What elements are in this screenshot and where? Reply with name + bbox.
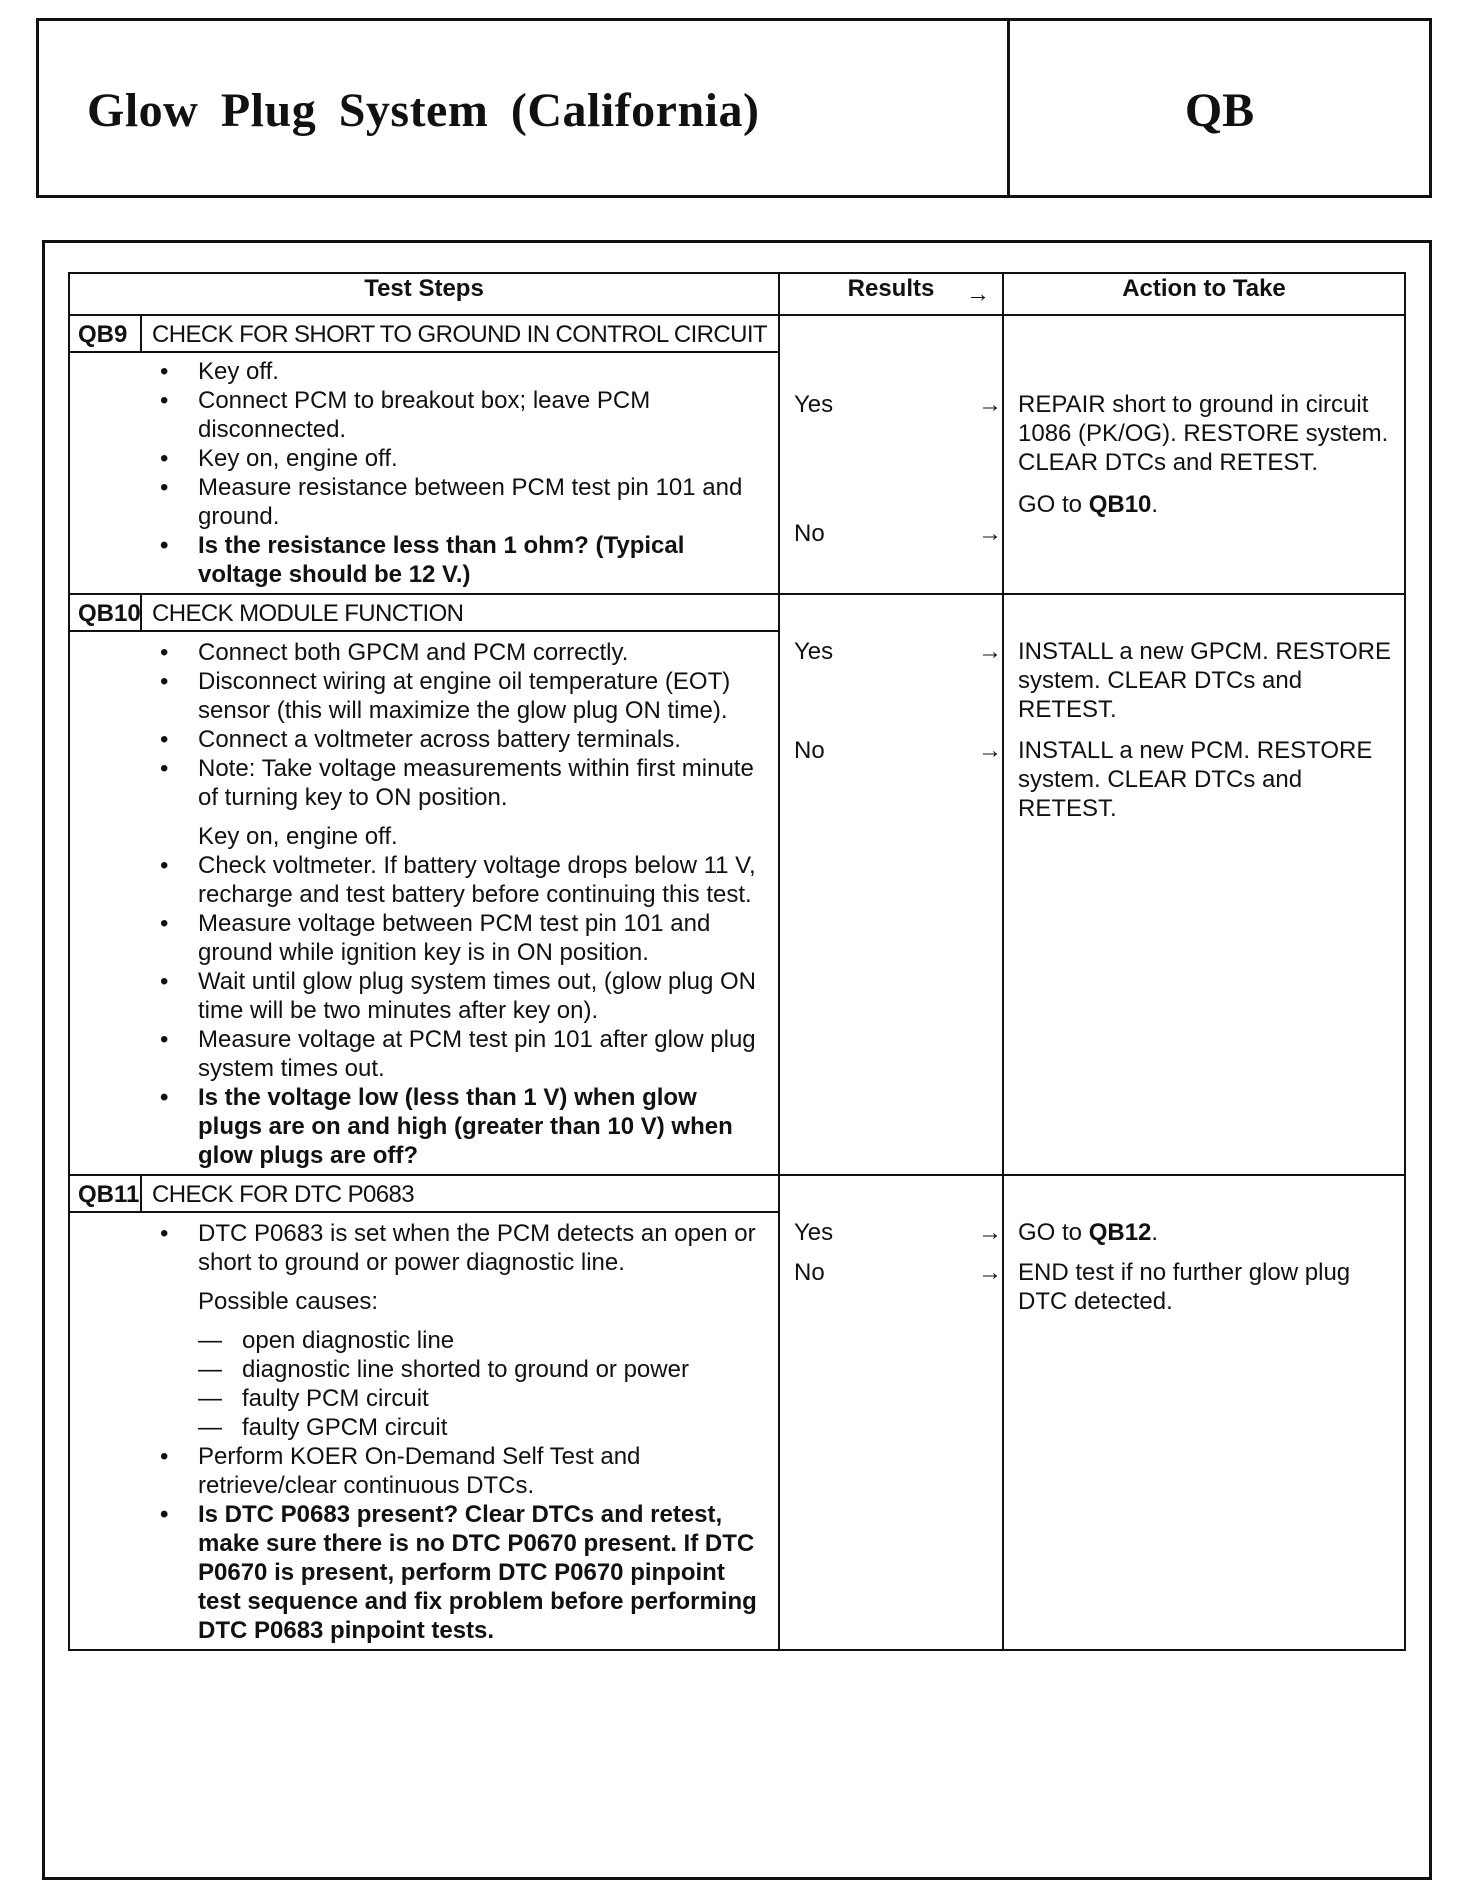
step-header-qb10 [70,595,778,632]
result-no-label: No [794,1259,825,1286]
list-item: • Connect PCM to breakout box; leave PCM disconnected. [160,386,762,444]
result-yes [780,390,1002,419]
result-yes-label: Yes [794,638,834,665]
action-text: GO to [1018,491,1089,518]
result-no-label: No [794,520,825,547]
step-cell-qb9 [69,315,779,594]
result-yes [780,637,1002,666]
action-cell-qb11 [1003,1175,1405,1650]
step-id: QB11 [70,1176,142,1211]
step-header-qb11 [70,1176,778,1213]
list-item: • Check voltmeter. If battery voltage drops below 11 V, recharge and test battery before continuing this test. [160,851,762,909]
step-title: CHECK MODULE FUNCTION [152,600,464,627]
step-reference: QB12 [1088,1219,1152,1246]
results-cell-qb11 [779,1175,1003,1650]
action-yes: REPAIR short to ground in circuit 1086 (PK/OG). RESTORE system. CLEAR DTCs and RETEST. [1018,391,1389,476]
step-bullets [160,638,762,812]
list-item: • Key off. [160,357,762,386]
causes-label: Possible causes: [198,1288,379,1315]
list-item: • Wait until glow plug system times out, (glow plug ON time will be two minutes after key on). [160,967,762,1025]
section-code: QB [1184,84,1255,137]
step-reference: QB10 [1088,491,1152,518]
step-question: • Is the voltage low (less than 1 V) when glow plugs are on and high (greater than 10 V) when glow plugs are off? [160,1083,762,1170]
step-title: CHECK FOR DTC P0683 [152,1181,414,1208]
list-item: — diagnostic line shorted to ground or power [198,1355,762,1384]
step-body-qb9 [70,353,778,593]
step-body-qb11 [70,1213,778,1649]
list-item: • Perform KOER On-Demand Self Test and retrieve/clear continuous DTCs. [160,1442,762,1500]
list-item: • Disconnect wiring at engine oil temperature (EOT) sensor (this will maximize the glow plug ON time). [160,667,762,725]
list-item: • Connect a voltmeter across battery terminals. [160,725,762,754]
action-cell-qb10 [1003,594,1405,1175]
action-no [1004,490,1404,519]
result-yes-label: Yes [794,1219,834,1246]
list-item: — open diagnostic line [198,1326,762,1355]
action-text: . [1151,491,1159,518]
result-no [780,736,1002,765]
step-id: QB10 [70,595,142,630]
right-arrow-icon: → [978,520,1002,547]
column-header-results-label: Results [847,275,935,302]
list-item: • Note: Take voltage measurements within first minute of turning key to ON position. [160,754,762,812]
table-row-qb10 [69,594,1405,1175]
result-yes-label: Yes [794,391,834,418]
step-header-qb9 [70,316,778,353]
step-bullets [160,1219,762,1277]
step-question: • Is DTC P0683 present? Clear DTCs and retest, make sure there is no DTC P0670 present. If DTC P0670 is present, perform DTC P0670 pinpoint test sequence and fix problem before performing DTC P0683 pinpoint tests. [160,1500,762,1645]
list-item: • Measure voltage between PCM test pin 101 and ground while ignition key is in ON position. [160,909,762,967]
table-row-qb11 [69,1175,1405,1650]
list-item: • Key on, engine off. [160,444,762,473]
step-bullets [160,851,762,1170]
action-yes: INSTALL a new GPCM. RESTORE system. CLEAR DTCs and RETEST. [1018,638,1391,723]
action-yes [1004,1218,1404,1247]
causes-list [198,1326,762,1442]
step-id: QB9 [70,316,142,351]
step-cell-qb11 [69,1175,779,1650]
step-cell-qb10 [69,594,779,1175]
right-arrow-icon: → [966,280,990,308]
right-arrow-icon: → [978,1219,1002,1246]
action-text: . [1151,1219,1159,1246]
action-text: GO to [1018,1219,1089,1246]
list-item: • Measure voltage at PCM test pin 101 after glow plug system times out. [160,1025,762,1083]
step-body-qb10 [70,632,778,1174]
right-arrow-icon: → [978,638,1002,665]
step-bullets [160,1442,762,1645]
table-header-row [69,273,1405,315]
step-question: • Is the resistance less than 1 ohm? (Typical voltage should be 12 V.) [160,531,762,589]
page-title: Glow Plug System (California) [87,84,760,137]
action-no: INSTALL a new PCM. RESTORE system. CLEAR DTCs and RETEST. [1018,737,1373,822]
result-no-label: No [794,737,825,764]
step-note: Key on, engine off. [198,823,398,850]
result-no [780,519,1002,548]
column-header-action: Action to Take [1003,273,1405,315]
test-steps-table [68,272,1406,1651]
right-arrow-icon: → [978,391,1002,418]
list-item: • DTC P0683 is set when the PCM detects an open or short to ground or power diagnostic line. [160,1219,762,1277]
step-bullets [160,357,762,589]
right-arrow-icon: → [978,1259,1002,1286]
list-item: • Measure resistance between PCM test pin 101 and ground. [160,473,762,531]
action-cell-qb9 [1003,315,1405,594]
list-item: — faulty GPCM circuit [198,1413,762,1442]
page-header [36,18,1432,198]
column-header-test-steps: Test Steps [69,273,779,315]
result-no [780,1258,1002,1287]
right-arrow-icon: → [978,737,1002,764]
list-item: — faulty PCM circuit [198,1384,762,1413]
table-row-qb9 [69,315,1405,594]
action-no: END test if no further glow plug DTC detected. [1018,1259,1351,1315]
step-title: CHECK FOR SHORT TO GROUND IN CONTROL CIRCUIT [152,321,767,348]
result-yes [780,1218,1002,1247]
list-item: • Connect both GPCM and PCM correctly. [160,638,762,667]
results-cell-qb9 [779,315,1003,594]
results-cell-qb10 [779,594,1003,1175]
column-header-results [779,273,1003,315]
